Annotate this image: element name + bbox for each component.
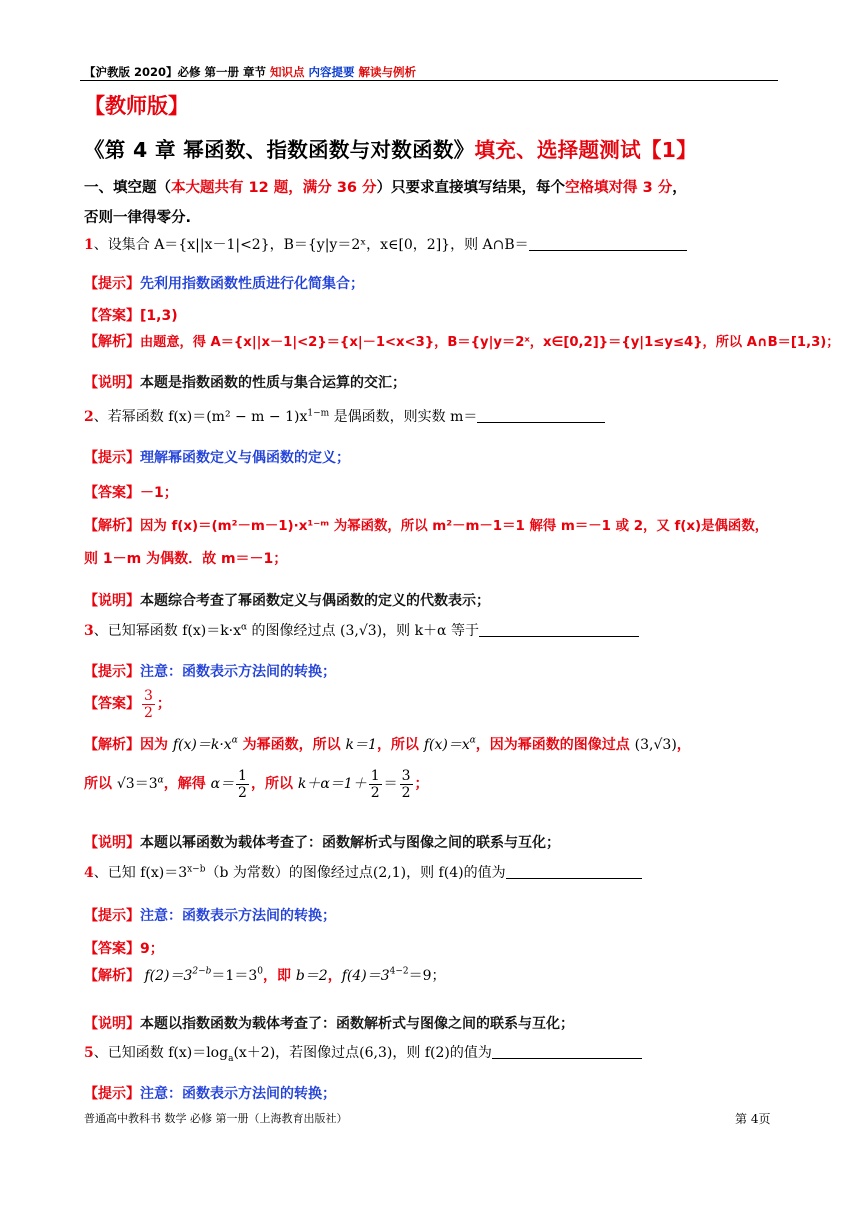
q4-analysis-row (84, 965, 446, 985)
q3-blank[interactable] (479, 622, 639, 637)
q2-number: 2 (84, 409, 94, 425)
q3-a2-frac3-den: 2 (401, 785, 411, 801)
q3-a1-b: 为幂函数，所以 (237, 737, 346, 753)
q4-a-sup1: 2−b (192, 966, 212, 977)
q4-a-b: ＝1＝3 (211, 968, 258, 984)
q2-note-label: 【说明】 (84, 593, 140, 609)
q5-stem-a: 、已知函数 f(x)＝log (93, 1045, 229, 1061)
q5-hint-row (84, 1083, 336, 1103)
q4-answer: 9； (140, 941, 164, 957)
q3-analysis-label: 【解析】 (84, 737, 140, 753)
q3-answer-fraction (142, 688, 155, 721)
q3-a1-d: ，因为幂函数的图像过点 (475, 737, 635, 753)
question-2 (84, 408, 605, 426)
q3-a1-math3: f(x)＝x (423, 737, 470, 753)
section-line2: 否则一律得零分. (84, 210, 192, 226)
q1-number: 1 (84, 237, 94, 253)
page-title (84, 138, 697, 163)
header-rule (80, 80, 778, 81)
q3-a1-a: 因为 (140, 737, 173, 753)
q3-hint: 注意：函数表示方法间的转换； (140, 664, 336, 680)
q3-a2-math1: √3＝3 (116, 776, 158, 793)
q3-analysis-row-2 (84, 768, 429, 801)
q3-exponent: α (241, 622, 248, 633)
q1-answer-row (84, 305, 178, 325)
question-4 (84, 864, 642, 882)
q3-a2-frac3 (400, 768, 413, 801)
q2-note-row (84, 590, 490, 610)
title-black: 《第 4 章 幂函数、指数函数与对数函数》 (84, 138, 475, 162)
q3-hint-label: 【提示】 (84, 664, 140, 680)
q3-a1-math1: f(x)＝k·x (172, 737, 232, 753)
q3-a1-sup1: α (231, 735, 238, 746)
q2-exponent: 1−m (307, 408, 330, 419)
footer-book-title: 普通高中教科书 数学 必修 第一册（上海教育出版社） (84, 1112, 348, 1125)
q4-a-f: ＝9； (408, 968, 446, 984)
q4-answer-label: 【答案】 (84, 941, 140, 957)
q3-a2-math3: k＋α＝1＋ (297, 776, 367, 793)
q3-a2-frac1-den: 2 (238, 785, 247, 801)
q3-answer-row (84, 688, 171, 721)
q3-a2-sup1: α (157, 775, 164, 786)
q3-a2-frac2-den: 2 (370, 785, 380, 801)
q5-hint: 注意：函数表示方法间的转换； (140, 1086, 336, 1102)
section-lead: 一、填空题（ (84, 180, 171, 196)
q2-analysis-1: 因为 f(x)＝(m²－m－1)·x¹⁻ᵐ 为幂函数，所以 m²－m－1＝1 解得 m＝－1 或 2，又 f(x)是偶函数， (140, 519, 769, 534)
header-blue: 内容提要 (304, 65, 355, 79)
q3-answer-label: 【答案】 (84, 696, 140, 713)
q2-analysis-row (84, 515, 768, 535)
q4-hint-row (84, 905, 336, 925)
q4-note-row (84, 1013, 574, 1033)
header-prefix: 【沪教版 2020】必修 第一册 章节 (84, 65, 271, 79)
q3-a2-d: ； (414, 776, 429, 793)
q1-hint-row (84, 273, 364, 293)
q2-stem-a: 、若幂函数 f(x)＝(m² − m − 1)x (93, 409, 308, 425)
q4-a-d: ， (327, 968, 342, 984)
q4-blank[interactable] (506, 864, 642, 879)
q3-answer-den: 2 (144, 705, 153, 721)
q3-a1-e: ， (676, 737, 691, 753)
q3-stem-b: 的图像经过点 (3,√3)，则 k＋α 等于 (247, 623, 479, 639)
q3-a1-sup3: α (469, 735, 476, 746)
q3-a2-frac2 (369, 768, 382, 801)
q4-stem-a: 、已知 f(x)＝3 (93, 865, 188, 881)
teacher-label: 【教师版】 (84, 94, 189, 118)
section-heading (84, 180, 687, 197)
q1-analysis-row (84, 331, 839, 351)
q2-answer-label: 【答案】 (84, 485, 140, 501)
q3-a2-math2: α＝ (210, 776, 235, 793)
q3-a2-a: 所以 (84, 776, 117, 793)
q3-answer-num: 3 (144, 688, 153, 704)
q3-note-label: 【说明】 (84, 835, 140, 851)
q3-analysis-row-1 (84, 734, 691, 754)
q5-hint-label: 【提示】 (84, 1086, 140, 1102)
q3-a2-frac1 (236, 768, 249, 801)
title-red: 填充、选择题测试【1】 (474, 138, 698, 162)
q3-number: 3 (84, 623, 94, 639)
q2-analysis-2: 则 1－m 为偶数．故 m＝－1； (84, 551, 288, 567)
q3-a1-math4: (3,√3) (634, 737, 677, 753)
q1-blank[interactable] (529, 236, 687, 251)
q3-a1-c: ，所以 (376, 737, 424, 753)
q4-a-e: f(4)＝3 (341, 968, 390, 984)
q2-answer-row (84, 482, 178, 502)
q4-a-c: ，即 (262, 968, 296, 984)
section-tail: ， (672, 180, 687, 196)
q1-note-row (84, 372, 406, 392)
section-red: 本大题共有 12 题，满分 36 分 (171, 180, 377, 196)
q2-answer: －1； (140, 485, 178, 501)
question-1 (84, 236, 687, 254)
q4-analysis-label: 【解析】 (84, 968, 140, 984)
q4-a-sup2: 0 (257, 966, 263, 977)
q3-a2-frac3-num: 3 (401, 768, 411, 784)
q3-note: 本题以幂函数为载体考查了：函数解析式与图像之间的联系与互化； (140, 835, 560, 851)
q5-stem-b: (x＋2)，若图像过点(6,3)，则 f(2)的值为 (233, 1045, 492, 1061)
q3-a2-frac1-num: 1 (238, 768, 247, 784)
q4-a-a: f(2)＝3 (140, 968, 193, 984)
q1-note: 本题是指数函数的性质与集合运算的交汇； (140, 375, 406, 391)
section-red2: 空格填对得 3 分 (565, 180, 673, 196)
q4-hint-label: 【提示】 (84, 908, 140, 924)
question-5 (84, 1044, 642, 1065)
q4-exponent: x−b (187, 864, 206, 875)
q1-note-label: 【说明】 (84, 375, 140, 391)
running-header (84, 64, 416, 80)
q4-stem-b: （b 为常数）的图像经过点(2,1)，则 f(4)的值为 (205, 865, 506, 881)
q1-answer-label: 【答案】 (84, 308, 140, 324)
q2-analysis-label: 【解析】 (84, 518, 140, 534)
q4-hint: 注意：函数表示方法间的转换； (140, 908, 336, 924)
header-red: 知识点 (270, 65, 305, 79)
q3-note-row (84, 832, 560, 852)
q4-a-math: b＝2 (295, 968, 328, 984)
q2-blank[interactable] (477, 408, 605, 423)
q2-hint: 理解幂函数定义与偶函数的定义； (140, 450, 350, 466)
q3-stem-a: 、已知幂函数 f(x)＝k·x (93, 623, 242, 639)
q3-answer-tail: ； (156, 696, 171, 713)
q4-answer-row (84, 938, 164, 958)
q4-a-sup3: 4−2 (389, 966, 409, 977)
q4-note-label: 【说明】 (84, 1016, 140, 1032)
q4-note: 本题以指数函数为载体考查了：函数解析式与图像之间的联系与互化； (140, 1016, 574, 1032)
q1-hint: 先利用指数函数性质进行化简集合； (140, 276, 364, 292)
q1-stem: 、设集合 A＝{x||x－1|<2}，B＝{y|y＝2ˣ，x∈[0，2]}，则 A∩B＝ (93, 237, 529, 253)
q2-hint-label: 【提示】 (84, 450, 140, 466)
q1-answer: [1,3) (140, 308, 178, 324)
q1-hint-label: 【提示】 (84, 276, 140, 292)
q2-note: 本题综合考查了幂函数定义与偶函数的定义的代数表示； (140, 593, 490, 609)
header-red2: 解读与例析 (354, 65, 417, 79)
footer-page-number: 第 4页 (735, 1112, 771, 1126)
q3-a2-c: ，所以 (250, 776, 298, 793)
q4-number: 4 (84, 865, 94, 881)
q1-analysis: 由题意，得 A＝{x||x－1|<2}＝{x|－1<x<3}，B＝{y|y＝2ˣ，x∈[0,2]}＝{y|1≤y≤4}，所以 A∩B＝[1,3)； (140, 335, 840, 350)
q3-hint-row (84, 661, 336, 681)
q5-subscript: a (228, 1053, 234, 1064)
q2-stem-b: 是偶函数，则实数 m＝ (329, 409, 478, 425)
section-mid: ）只要求直接填写结果，每个 (376, 180, 566, 196)
q3-a2-frac2-num: 1 (370, 768, 380, 784)
q5-blank[interactable] (492, 1044, 642, 1059)
q2-hint-row (84, 447, 350, 467)
q5-number: 5 (84, 1045, 94, 1061)
q3-a2-eq: ＝ (383, 776, 398, 793)
q3-a1-math2: k＝1 (345, 737, 377, 753)
q3-a2-b: ，解得 (163, 776, 211, 793)
question-3 (84, 622, 639, 640)
q1-analysis-label: 【解析】 (84, 334, 140, 350)
